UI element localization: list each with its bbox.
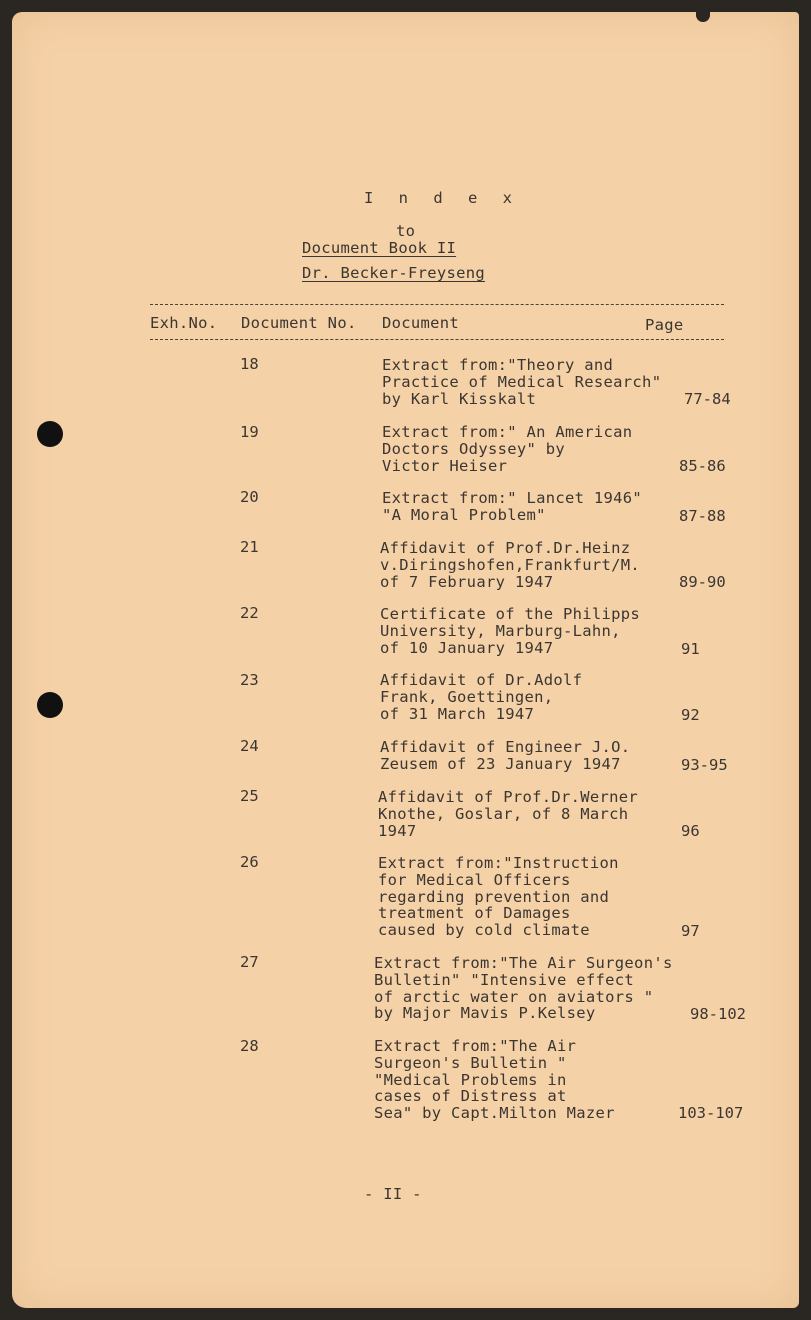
row-description: Affidavit of Prof.Dr.Werner Knothe, Goslar, of 8 March 1947 [378,788,639,840]
row-doc-no: 26 [240,853,259,871]
col-doc-no: Document No. [241,314,357,332]
row-page: 96 [681,822,700,840]
row-doc-no: 27 [240,953,259,971]
row-page: 91 [681,640,700,658]
row-description: Extract from:"Instruction for Medical Officers regarding prevention and treatment of Damages caused by cold climate [378,854,619,940]
row-page: 97 [681,922,700,940]
row-doc-no: 21 [240,538,259,556]
row-doc-no: 19 [240,423,259,441]
row-description: Extract from:"The Air Surgeon's Bulletin" "Intensive effect of arctic water on aviators " by Major Mavis P.Kelsey [374,954,673,1023]
row-doc-no: 24 [240,737,259,755]
row-description: Affidavit of Dr.Adolf Frank, Goettingen, of 31 March 1947 [380,671,583,723]
row-doc-no: 18 [240,355,259,373]
punch-hole-top [37,421,63,447]
row-description: Certificate of the Philipps University, Marburg-Lahn, of 10 January 1947 [380,605,641,657]
row-description: Extract from:" Lancet 1946" "A Moral Problem" [382,489,643,524]
row-description: Extract from:" An American Doctors Odyssey" by Victor Heiser [382,423,633,475]
row-doc-no: 22 [240,604,259,622]
header-rule-top [150,304,724,305]
row-description: Extract from:"The Air Surgeon's Bulletin " "Medical Problems in cases of Distress at Sea" by Capt.Milton Mazer [374,1037,615,1123]
row-description: Affidavit of Prof.Dr.Heinz v.Diringshofen,Frankfurt/M. of 7 February 1947 [380,539,641,591]
row-page: 77-84 [684,390,731,408]
row-doc-no: 25 [240,787,259,805]
header-rule-bottom [150,339,724,340]
row-page: 92 [681,706,700,724]
row-page: 87-88 [679,507,726,525]
row-doc-no: 23 [240,671,259,689]
index-subtitle: to [396,222,416,240]
row-page: 93-95 [681,756,728,774]
row-description: Extract from:"Theory and Practice of Medical Research" by Karl Kisskalt [382,356,662,408]
row-page: 85-86 [679,457,726,475]
defendant-name: Dr. Becker-Freyseng [302,264,486,282]
page-marker: - II - [364,1185,422,1203]
document-book-title: Document Book II [302,239,457,257]
col-exh-no: Exh.No. [150,314,218,332]
row-page: 103-107 [678,1104,744,1122]
row-page: 98-102 [690,1005,746,1023]
punch-hole-bottom [37,692,63,718]
row-description: Affidavit of Engineer J.O. Zeusem of 23 January 1947 [380,738,631,773]
row-doc-no: 28 [240,1037,259,1055]
col-document: Document [382,314,460,332]
row-doc-no: 20 [240,488,259,506]
col-page: Page [645,316,684,334]
row-page: 89-90 [679,573,726,591]
index-title: I n d e x [364,189,520,207]
